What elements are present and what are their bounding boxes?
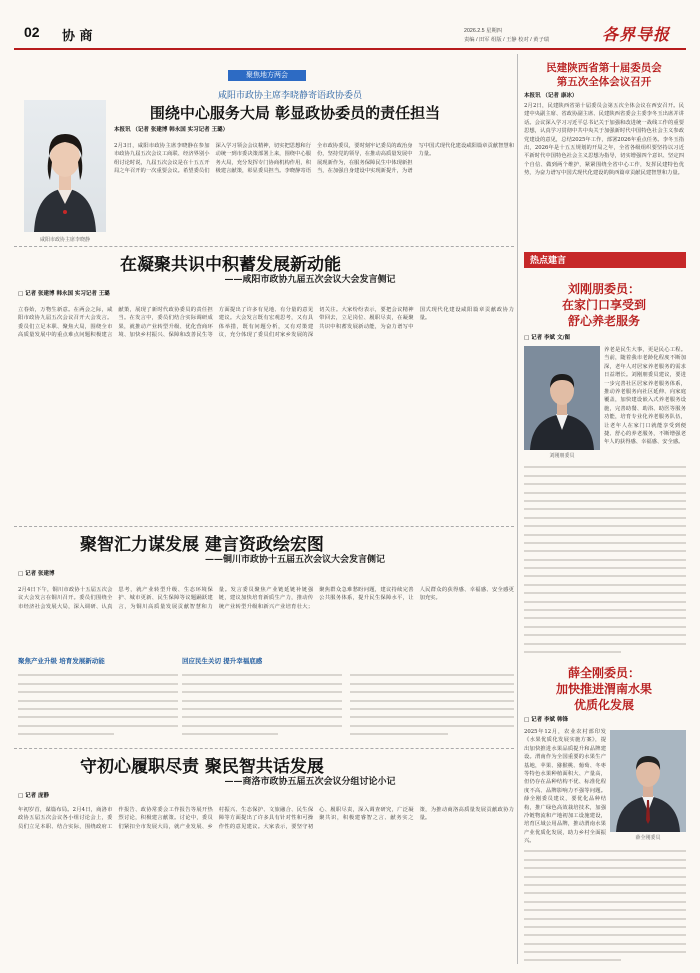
article3-section2: 回应民生关切 提升幸福底感: [182, 657, 263, 665]
article3-body-cont: [350, 668, 514, 740]
hot2-caption: 薛全刚委员: [635, 835, 661, 841]
article4-subhead: ——商洛市政协五届五次会议分组讨论小记: [224, 777, 396, 787]
right-top-headline-2: 第五次全体会议召开: [556, 76, 652, 88]
article2-headline: 在凝聚共识中积蓄发展新动能: [120, 255, 341, 275]
article2-body: 立春始，万物生新意。在两会之际，咸阳市政协九届五次会议召开大会发言。委员们立足本职、聚焦大局，围绕全市高质量发展中的重点难点问题积极建言献策，展现了新时代政协委员的责任担当。在发言中，委员们结合实际调研成果，就推动产业转型升级、优化营商环境、加快乡村振兴、保障和改善民生等方面提出了许多有见地、有分量的意见建议。大会发言既有宏观思考，又有具体举措，既有问题分析，又有对策建议，充分体现了委员们对家乡发展的深切关注。大家纷纷表示，要把会议精神带回去，立足岗位、履职尽责，在凝聚共识中积蓄发展新动能，为奋力谱写中国式现代化建设咸阳篇章贡献政协力量。: [18, 307, 514, 339]
article4-headline: 守初心履职尽责 聚民智共话发展: [80, 757, 324, 777]
masthead-meta: [464, 26, 549, 43]
hot1-title-line1: 刘刚朋委员：: [567, 282, 640, 296]
column-divider: [517, 54, 518, 964]
article2-byline: □ 记者 张建博 韩永国 实习记者 王璐: [18, 291, 110, 297]
portrait-illustration: [24, 100, 106, 232]
hot1-photo: [524, 346, 600, 450]
hot1-body-cont: [524, 460, 686, 656]
article3-headline: 聚智汇力谋发展 建言资政绘宏图: [80, 535, 324, 555]
hot2-body-side: 2025年12月，农业农村部印发《水果优质化发展实施方案》，提出加快推进水果品质提升和品牌建设。渭南作为全国重要的水果生产基地，苹果、猕猴桃、葡萄、冬枣等特色水果种植面积大、产量高，但仍存在品种结构不优、标准化程度不高、品牌影响力不强等问题。薛全刚委员建议，要优化品种结构，推广绿色高效栽培技术，加强冷链物流和产地初加工设施建设，培育区域公用品牌，推动渭南水果产业优质化发展，助力乡村全面振兴。: [524, 729, 606, 845]
masthead: [14, 6, 686, 46]
hot2-photo: [610, 730, 686, 832]
article3-section1: 聚焦产业升级 培育发展新动能: [18, 657, 105, 665]
hot1-body-side: 养老是民生大事，更是民心工程。当前，随着我市老龄化程度不断加深，老年人对居家养老服务的需求日益增长。刘刚朋委员建议，要进一步完善社区居家养老服务体系，推动养老服务向社区延伸、向家庭覆盖，加快建设嵌入式养老服务设施，完善助餐、助浴、助医等服务功能，培育专业化养老服务队伍，让老年人在家门口就能享受到便捷、舒心的养老服务，不断增强老年人的获得感、幸福感、安全感。: [604, 347, 686, 446]
section-name: 协 商: [62, 29, 93, 44]
feature-headline: 围绕中心服务大局 彰显政协委员的责任担当: [149, 104, 441, 122]
issue-date: 2026.2.5 星期四: [464, 28, 502, 34]
article3-body-cont: [182, 668, 342, 740]
hot2-portrait-illustration: [610, 730, 686, 832]
feature-tag: 聚焦地方两会: [228, 70, 306, 81]
article4-byline: □ 记者 庞静: [18, 793, 50, 799]
hot1-title-line3: 舒心养老服务: [567, 314, 640, 328]
hot1-byline: □ 记者 李斌 文/图: [524, 335, 570, 341]
article3-body-cont: [18, 668, 178, 740]
section-separator: [14, 748, 514, 749]
hot2-byline: □ 记者 李斌 韩锋: [524, 717, 568, 723]
right-top-headline-1: 民建陕西省第十届委员会: [546, 62, 662, 74]
hot1-title-line2: 在家门口享受到: [561, 298, 646, 312]
right-top-byline: 本报讯 （记者 康冰）: [524, 93, 578, 99]
article4-body: 年初岁首，谋篇布局。2月4日，商洛市政协五届五次会议各小组讨论会上，委员们立足本职、结合实际，围绕政府工作报告、政协常委会工作报告等展开热烈讨论，积极建言献策。讨论中，委员们紧扣全市发展大局，就产业发展、乡村振兴、生态保护、文旅融合、民生保障等方面提出了许多具有针对性和可操作性的意见建议。大家表示，要坚守初心、履职尽责，深入调查研究，广泛凝聚共识，积极建睿智之言、献务实之策，为推动商洛高质量发展贡献政协力量。: [18, 807, 514, 830]
right-top-body: 2月2日，民建陕西省第十届委员会第五次全体会议在西安召开。民建中央副主席、省政协副主席、民建陕西省委会主委李冬玉出席并讲话。会议深入学习习近平总书记关于加强和改进统一战线工作的重要思想，认真学习贯彻中共中央关于加强新时代中国特色社会主义参政党建设的意见，总结2025年工作，部署2026年重点任务。李冬玉指出，2026年是十五五规划的开局之年，全省各级组织要坚持以习近平新时代中国特色社会主义思想为指导，切实增强四个意识、坚定四个自信、做到两个维护，紧紧围绕全省中心工作，发挥民建特色优势，为奋力谱写中国式现代化建设的陕西篇章贡献民建智慧和力量。: [524, 103, 684, 177]
hot2-title-line2: 加快推进渭南水果: [555, 682, 652, 696]
hot1-portrait-illustration: [524, 346, 600, 450]
article3-byline: □ 记者 张建博: [18, 571, 55, 577]
article3-body: 2月4日下午，铜川市政协十五届五次会议大会发言在铜川召开。委员们围绕全市经济社会发展大局，深入调研、认真思考，就产业转型升级、生态环境保护、城市更新、民生保障等议题踊跃建言，为铜川高质量发展贡献智慧和力量。发言委员聚焦产业链延链补链强链，建议加快培育新质生产力，推动传统产业转型升级和新兴产业培育壮大；聚焦群众急难愁盼问题，建议持续完善公共服务体系，提升民生保障水平，让人民群众的获得感、幸福感、安全感更加充实。: [18, 587, 514, 610]
feature-body: 2月3日，咸阳市政协主席李晓静在参加市政协九届五次会议工商联、经济界别小组讨论时说，九届五次会议是在十五五开局之年召开的一次重要会议。希望委员们深入学习领会会议精神，切实把思想和行动统一到市委决策部署上来，围绕中心服务大局，充分发挥专门协商机构作用，积极建言献策，彰显委员担当。李晓静寄语全市政协委员，要时刻牢记委员的政治身份，坚持党的领导，在推动高质量发展中展现新作为，在服务保障民生中体现新担当，在加强自身建设中实现新提升，为谱写中国式现代化建设咸阳篇章贡献智慧和力量。: [114, 143, 514, 175]
article3-subhead: ——铜川市政协十五届五次会议大会发言侧记: [204, 555, 385, 565]
section-separator: [14, 246, 514, 247]
editor-credits: 责编 / 田军 组版 / 王静 校对 / 黄子瑞: [464, 37, 550, 43]
hot2-title-line1: 薛全刚委员：: [567, 666, 640, 680]
feature-kicker: 咸阳市政协主席李晓静寄语政协委员: [217, 91, 362, 101]
article2-subhead: ——咸阳市政协九届五次会议大会发言侧记: [224, 275, 396, 285]
masthead-rule: [14, 48, 686, 50]
feature-byline: 本报讯 （记者 张建博 韩永国 实习记者 王璐）: [114, 127, 229, 133]
section-separator: [14, 526, 514, 527]
hot2-title-line3: 优质化发展: [573, 698, 634, 712]
portrait-caption: 咸阳市政协主席李晓静: [39, 237, 90, 243]
hot-topics-banner: 热点建言: [524, 252, 686, 268]
hot1-caption: 刘刚朋委员: [549, 453, 575, 459]
page-number: 02: [24, 24, 40, 40]
hot2-body-cont: [524, 844, 686, 962]
portrait-photo: [24, 100, 106, 232]
newspaper-logo: 各界导报: [602, 25, 671, 44]
